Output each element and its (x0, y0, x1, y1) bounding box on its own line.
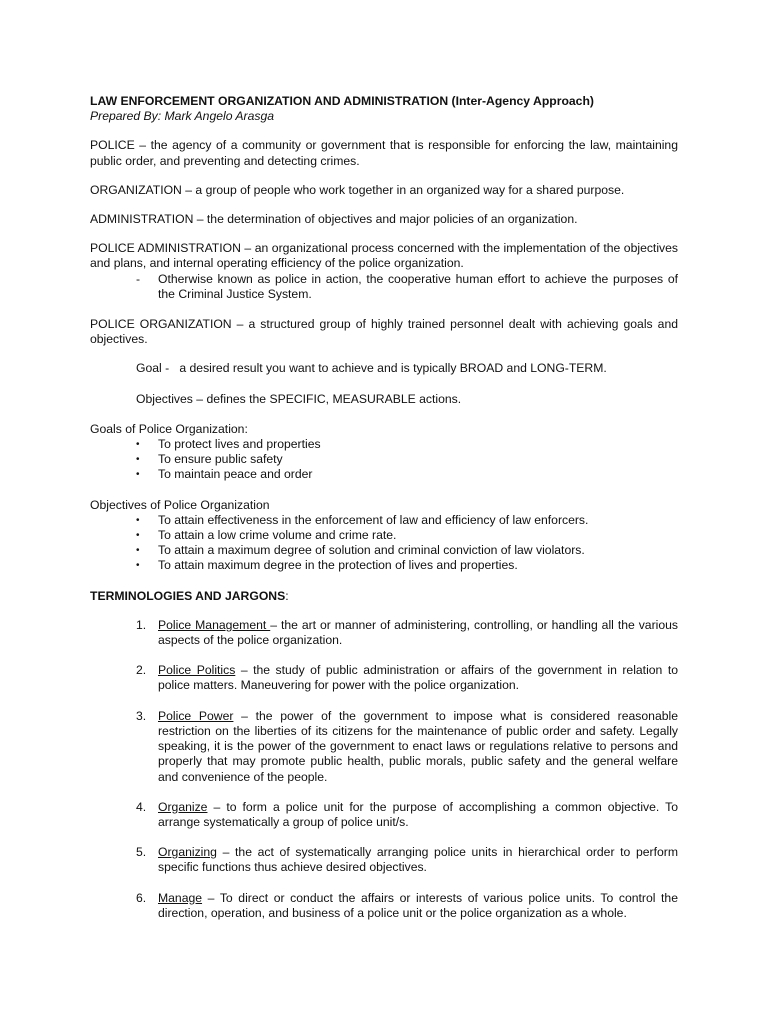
document-byline: Prepared By: Mark Angelo Arasga (90, 109, 275, 124)
list-item: • To ensure public safety (136, 452, 283, 467)
term-definition: – the study of public administration or affairs of the government in relation to police matters. Maneuvering for power with the police organization. (158, 663, 678, 693)
bullet-icon: • (136, 514, 140, 526)
objectives-list-title: Objectives of Police Organization (90, 497, 270, 512)
definition-objectives: Objectives – defines the SPECIFIC, MEASURABLE actions. (136, 391, 462, 406)
definition-organization: ORGANIZATION – a group of people who work together in an organized way for a shared purpose. (90, 182, 625, 197)
term-name: Police Politics (158, 663, 236, 678)
term-name: Police Power (158, 708, 234, 723)
goals-list (90, 437, 678, 483)
list-item: • To maintain peace and order (136, 467, 313, 482)
term-item (90, 845, 678, 875)
police-administration-notes (90, 272, 678, 302)
document-body (90, 94, 678, 936)
definition-administration: ADMINISTRATION – the determination of objectives and major policies of an organization. (90, 212, 578, 227)
term-item (90, 709, 678, 785)
terminologies-heading: TERMINOLOGIES AND JARGONS: (90, 588, 289, 603)
list-item: • To attain effectiveness in the enforcement of law and efficiency of law enforcers. (136, 512, 589, 527)
definition-police-administration: POLICE ADMINISTRATION – an organizational process concerned with the implementation of the objectives and plans, and internal operating efficiency of the police organization. (90, 241, 678, 271)
term-number: 2. (136, 663, 147, 678)
bullet-icon: • (136, 439, 140, 451)
definition-goal: Goal - a desired result you want to achieve and is typically BROAD and LONG-TERM. (136, 361, 607, 376)
note-text: Otherwise known as police in action, the cooperative human effort to achieve the purposes of the Criminal Justice System. (158, 271, 678, 301)
term-definition: – the power of the government to impose what is considered reasonable restriction on the liberties of its citizens for the maintenance of public order and safety. Legally speaking, it is the power of the government to enact laws or regulations relative to persons and properly that may promote public health, public morals, public safety and the general welfare and convenience of the people. (158, 708, 678, 784)
bullet-icon: • (136, 545, 140, 557)
list-item: • To attain maximum degree in the protection of lives and properties. (136, 558, 518, 573)
definition-police-organization: POLICE ORGANIZATION – a structured group of highly trained personnel dealt with achieving goals and objectives. (90, 317, 678, 347)
bullet-icon: • (136, 560, 140, 572)
list-item: • To attain a low crime volume and crime rate. (136, 528, 397, 543)
list-item: • To protect lives and properties (136, 437, 321, 452)
terminologies-list (90, 618, 678, 921)
document-title: LAW ENFORCEMENT ORGANIZATION AND ADMINISTRATION (Inter-Agency Approach) (90, 94, 594, 108)
bullet-icon: • (136, 530, 140, 542)
term-definition: – the act of systematically arranging police units in hierarchical order to perform specific functions thus achieve desired objectives. (158, 845, 678, 875)
term-name: Organize (158, 799, 208, 814)
term-name: Police Management (158, 617, 271, 632)
term-number: 6. (136, 890, 147, 905)
term-number: 3. (136, 708, 147, 723)
list-item: • To attain a maximum degree of solution and criminal conviction of law violators. (136, 543, 585, 558)
term-definition: – to form a police unit for the purpose of accomplishing a common objective. To arrange systematically a group of police unit/s. (158, 799, 678, 829)
term-number: 5. (136, 845, 147, 860)
term-definition: – the art or manner of administering, controlling, or handling all the various aspects of the police organization. (158, 617, 678, 648)
term-number: 1. (136, 617, 147, 632)
bullet-icon: • (136, 454, 140, 466)
term-item (90, 891, 678, 921)
goals-list-title: Goals of Police Organization: (90, 421, 248, 436)
police-administration-note (90, 272, 678, 302)
term-number: 4. (136, 799, 147, 814)
term-name: Organizing (158, 845, 217, 860)
dash-marker: - (136, 271, 141, 286)
term-item (90, 618, 678, 648)
definition-police: POLICE – the agency of a community or government that is responsible for enforcing the law, maintaining public order, and preventing and detecting crimes. (90, 138, 678, 168)
term-item (90, 800, 678, 830)
term-item (90, 663, 678, 693)
objectives-list (90, 513, 678, 574)
term-definition: – To direct or conduct the affairs or interests of various police units. To control the direction, operation, and business of a police unit or the police organization as a whole. (158, 890, 678, 920)
bullet-icon: • (136, 469, 140, 481)
term-name: Manage (158, 890, 203, 905)
